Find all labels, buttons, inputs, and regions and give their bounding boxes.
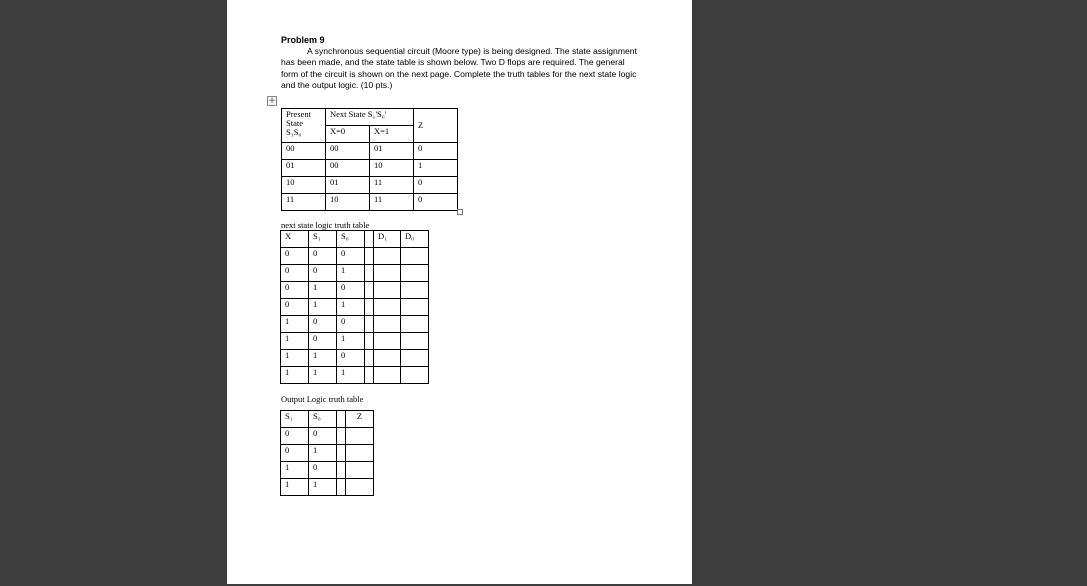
state-table-x1-header: X=1 [370, 126, 414, 143]
table-cell: 01 [370, 143, 414, 160]
table-cell: 0 [309, 316, 337, 333]
z-answer-cell[interactable] [346, 479, 374, 496]
table-cell: 1 [337, 299, 365, 316]
table-cell: 1 [281, 350, 309, 367]
table-cell: 1 [337, 265, 365, 282]
problem-description-text: A synchronous sequential circuit (Moore type) is being designed. The state assignment has been made, and the state table is shown below. Two D flops are required. The general form of the circuit is shown on the next page. Complete the truth tables for the next state logic and the output logic. (10 pts.) [281, 46, 637, 91]
table-cell: 0 [414, 194, 458, 211]
next-state-truth-table [280, 230, 429, 384]
table-cell: 1 [281, 316, 309, 333]
table-cell [365, 333, 374, 350]
table-cell: 0 [281, 445, 309, 462]
table-cell: 0 [414, 143, 458, 160]
z-answer-cell[interactable] [346, 428, 374, 445]
table-cell: 0 [281, 282, 309, 299]
table-cell: 1 [309, 479, 337, 496]
table-cell: 1 [337, 367, 365, 384]
problem-title: Problem 9 [281, 35, 325, 45]
table-cell: 1 [309, 367, 337, 384]
table-cell [365, 265, 374, 282]
table-cell: 0 [337, 316, 365, 333]
table-cell: 1 [309, 299, 337, 316]
next-state-header-spacer [365, 231, 374, 248]
table-cell: 11 [370, 177, 414, 194]
next-state-header-d1: D₁ [374, 231, 401, 248]
table-cell: 01 [282, 160, 326, 177]
table-cell: 0 [281, 428, 309, 445]
next-state-table-caption: next state logic truth table [281, 220, 370, 230]
state-table-z-header: Z [414, 109, 458, 143]
table-cell: 00 [282, 143, 326, 160]
table-cell: 0 [281, 299, 309, 316]
table-cell [337, 462, 346, 479]
output-header-z: Z [346, 411, 374, 428]
problem-description [281, 46, 643, 92]
table-cell [365, 316, 374, 333]
table-cell: 0 [414, 177, 458, 194]
table-resize-handle-icon[interactable] [457, 209, 463, 215]
d1-answer-cell[interactable] [374, 333, 401, 350]
state-table-x0-header: X=0 [326, 126, 370, 143]
table-cell: 10 [282, 177, 326, 194]
table-cell [365, 299, 374, 316]
document-page [227, 0, 692, 584]
d0-answer-cell[interactable] [401, 350, 429, 367]
table-cell [365, 282, 374, 299]
d1-answer-cell[interactable] [374, 248, 401, 265]
next-state-header-x: X [281, 231, 309, 248]
d1-answer-cell[interactable] [374, 350, 401, 367]
table-cell: 00 [326, 160, 370, 177]
d1-answer-cell[interactable] [374, 282, 401, 299]
table-cell: 0 [309, 333, 337, 350]
next-state-header-s0: S₀ [337, 231, 365, 248]
output-logic-truth-table [280, 410, 374, 496]
table-cell: 0 [309, 428, 337, 445]
table-cell: 10 [326, 194, 370, 211]
table-cell: 1 [281, 333, 309, 350]
table-cell: 0 [281, 248, 309, 265]
table-cell: 1 [337, 333, 365, 350]
table-cell: 01 [326, 177, 370, 194]
d0-answer-cell[interactable] [401, 299, 429, 316]
table-cell: 1 [309, 282, 337, 299]
state-table [281, 108, 458, 211]
table-cell: 0 [281, 265, 309, 282]
table-cell [365, 248, 374, 265]
next-state-header-s1: S₁ [309, 231, 337, 248]
table-cell: 0 [337, 350, 365, 367]
table-cell: 0 [309, 462, 337, 479]
d1-answer-cell[interactable] [374, 316, 401, 333]
d0-answer-cell[interactable] [401, 367, 429, 384]
d0-answer-cell[interactable] [401, 316, 429, 333]
d1-answer-cell[interactable] [374, 265, 401, 282]
table-cell [337, 428, 346, 445]
z-answer-cell[interactable] [346, 462, 374, 479]
table-cell [337, 445, 346, 462]
next-state-header-d0: D₀ [401, 231, 429, 248]
state-table-present-header [282, 109, 326, 143]
table-cell: 11 [282, 194, 326, 211]
table-cell: 0 [309, 265, 337, 282]
present-state-label: Present State [286, 109, 312, 128]
table-cell [337, 479, 346, 496]
output-header-s1: S₁ [281, 411, 309, 428]
table-cell: 11 [370, 194, 414, 211]
d0-answer-cell[interactable] [401, 333, 429, 350]
output-header-s0: S₀ [309, 411, 337, 428]
present-state-sub-label: S₁S₀ [286, 127, 302, 137]
state-table-next-header: Next State S₁'S₀' [326, 109, 414, 126]
table-cell: 1 [309, 445, 337, 462]
d1-answer-cell[interactable] [374, 367, 401, 384]
output-table-caption: Output Logic truth table [281, 394, 364, 404]
table-move-handle-icon[interactable]: + [268, 96, 276, 106]
d0-answer-cell[interactable] [401, 282, 429, 299]
table-cell: 0 [337, 282, 365, 299]
table-cell [365, 350, 374, 367]
table-cell: 00 [326, 143, 370, 160]
z-answer-cell[interactable] [346, 445, 374, 462]
table-cell: 0 [337, 248, 365, 265]
table-cell: 1 [281, 462, 309, 479]
table-cell: 0 [309, 248, 337, 265]
table-cell: 1 [414, 160, 458, 177]
d1-answer-cell[interactable] [374, 299, 401, 316]
table-cell: 1 [281, 367, 309, 384]
d0-answer-cell[interactable] [401, 248, 429, 265]
table-cell: 1 [281, 479, 309, 496]
table-cell: 1 [309, 350, 337, 367]
output-header-spacer [337, 411, 346, 428]
d0-answer-cell[interactable] [401, 265, 429, 282]
table-cell: 10 [370, 160, 414, 177]
table-cell [365, 367, 374, 384]
